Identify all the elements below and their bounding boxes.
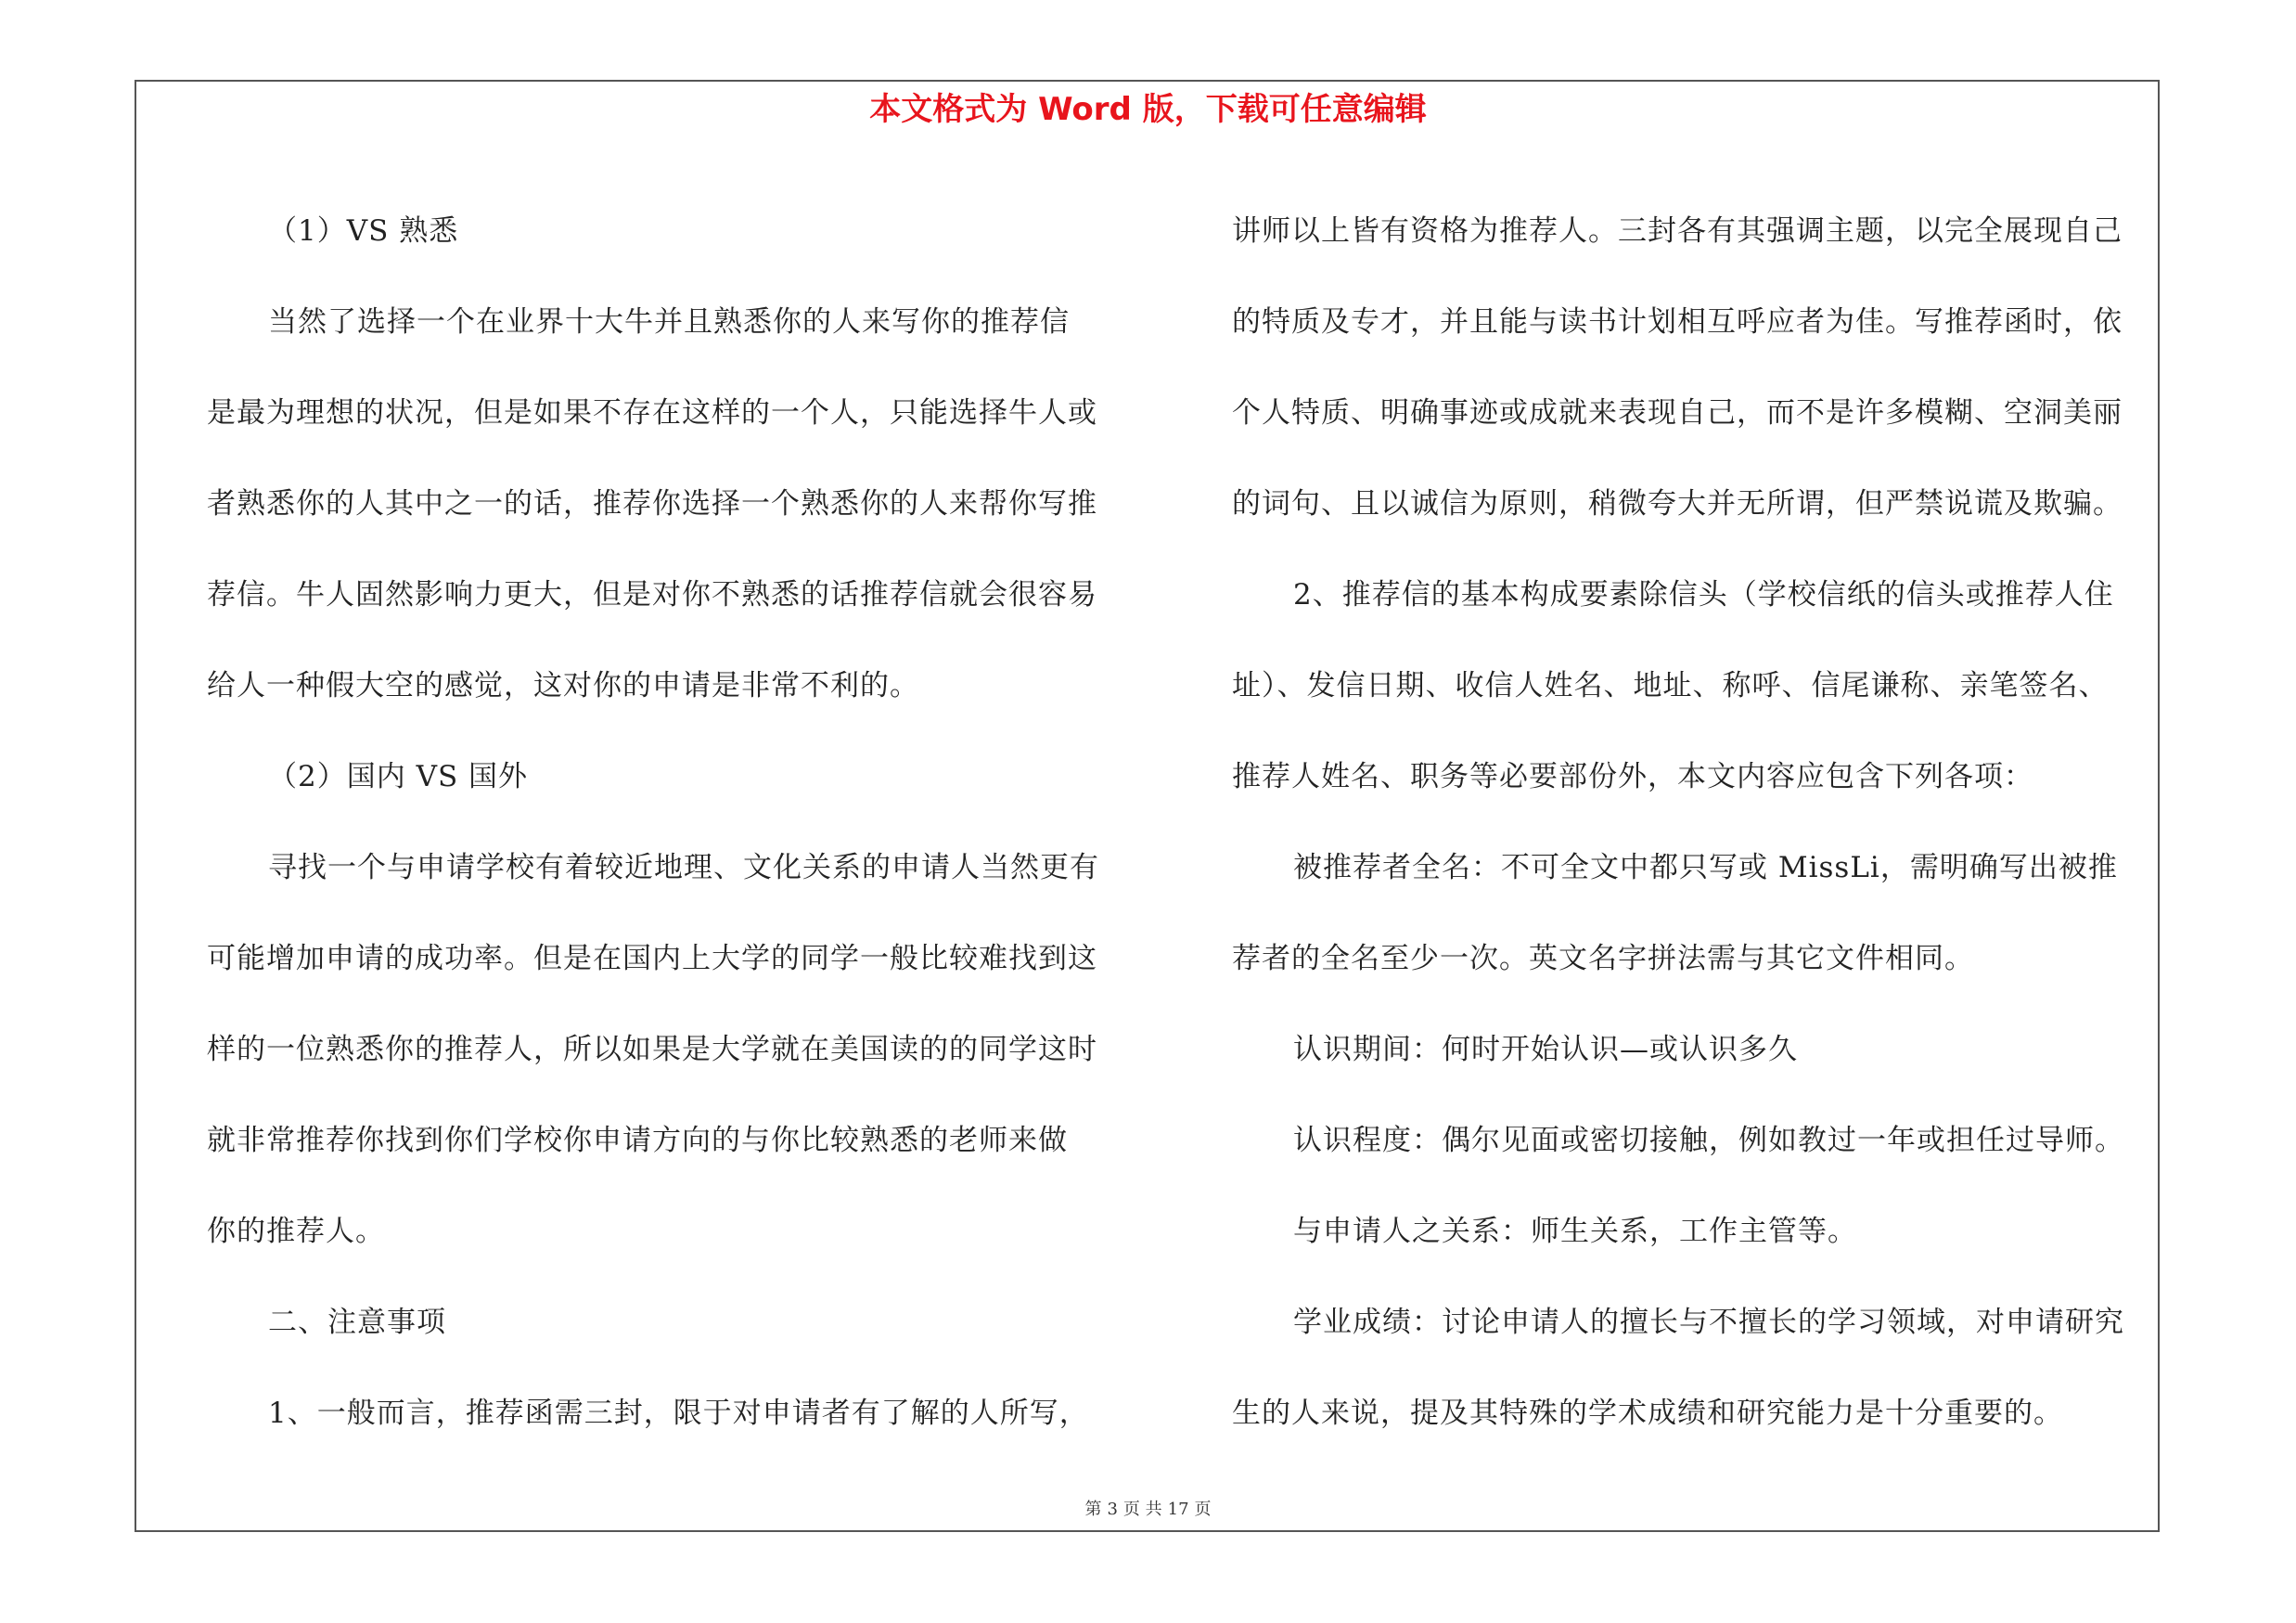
text-line: 被推荐者全名：不可全文中都只写或 MissLi，需明确写出被推 bbox=[1293, 851, 2118, 884]
footer-prefix: 第 bbox=[1084, 1500, 1102, 1519]
text-line: 就非常推荐你找到你们学校你申请方向的与你比较熟悉的老师来做 bbox=[207, 1124, 1068, 1157]
text-line: 的词句、且以诚信为原则，稍微夸大并无所谓，但严禁说谎及欺骗。 bbox=[1232, 487, 2123, 521]
text-line: 当然了选择一个在业界十大牛并且熟悉你的人来写你的推荐信 bbox=[268, 305, 1070, 339]
text-line: 可能增加申请的成功率。但是在国内上大学的同学一般比较难找到这 bbox=[207, 942, 1097, 975]
text-line: 荐者的全名至少一次。英文名字拼法需与其它文件相同。 bbox=[1232, 942, 1974, 975]
text-line: 你的推荐人。 bbox=[207, 1215, 385, 1248]
text-line: 址）、发信日期、收信人姓名、地址、称呼、信尾谦称、亲笔签名、 bbox=[1232, 669, 2109, 702]
text-line: 荐信。牛人固然影响力更大，但是对你不熟悉的话推荐信就会很容易 bbox=[207, 578, 1097, 612]
page-number-footer bbox=[0, 1496, 2296, 1520]
subheading-domestic-foreign: （2）国内 VS 国外 bbox=[268, 760, 529, 793]
text-line: 个人特质、明确事迹或成就来表现自己，而不是许多模糊、空洞美丽 bbox=[1232, 396, 2123, 430]
text-line: 推荐人姓名、职务等必要部份外，本文内容应包含下列各项： bbox=[1232, 760, 2033, 793]
text-line: 者熟悉你的人其中之一的话，推荐你选择一个熟悉你的人来帮你写推 bbox=[207, 487, 1097, 521]
text-line: 生的人来说，提及其特殊的学术成绩和研究能力是十分重要的。 bbox=[1232, 1397, 2063, 1430]
subheading-familiarity: （1）VS 熟悉 bbox=[268, 214, 459, 248]
footer-mid: 页 共 bbox=[1122, 1500, 1162, 1519]
text-line: 的特质及专才，并且能与读书计划相互呼应者为佳。写推荐函时，依 bbox=[1232, 305, 2123, 339]
right-column bbox=[1232, 186, 2169, 1459]
text-line: 与申请人之关系：师生关系，工作主管等。 bbox=[1293, 1215, 1857, 1248]
left-column bbox=[207, 186, 1135, 1459]
text-line: 样的一位熟悉你的推荐人，所以如果是大学就在美国读的的同学这时 bbox=[207, 1033, 1097, 1066]
text-line: 认识期间：何时开始认识—或认识多久 bbox=[1293, 1033, 1798, 1066]
format-notice: 本文格式为 Word 版，下载可任意编辑 bbox=[869, 91, 1427, 128]
text-line: 给人一种假大空的感觉，这对你的申请是非常不利的。 bbox=[207, 669, 919, 702]
text-line: 1、一般而言，推荐函需三封，限于对申请者有了解的人所写， bbox=[268, 1397, 1089, 1430]
text-line: 是最为理想的状况，但是如果不存在这样的一个人，只能选择牛人或 bbox=[207, 396, 1097, 430]
text-line: 认识程度：偶尔见面或密切接触，例如教过一年或担任过导师。 bbox=[1293, 1124, 2124, 1157]
total-page-count: 17 bbox=[1167, 1500, 1189, 1519]
text-line: 2、推荐信的基本构成要素除信头（学校信纸的信头或推荐人住 bbox=[1293, 578, 2114, 612]
text-line: 寻找一个与申请学校有着较近地理、文化关系的申请人当然更有 bbox=[268, 851, 1099, 884]
text-line: 讲师以上皆有资格为推荐人。三封各有其强调主题，以完全展现自己 bbox=[1232, 214, 2123, 248]
footer-suffix: 页 bbox=[1194, 1500, 1212, 1519]
current-page-number: 3 bbox=[1107, 1500, 1118, 1519]
text-line: 学业成绩：讨论申请人的擅长与不擅长的学习领域，对申请研究 bbox=[1293, 1306, 2124, 1339]
section-heading-notes: 二、注意事项 bbox=[268, 1306, 446, 1339]
